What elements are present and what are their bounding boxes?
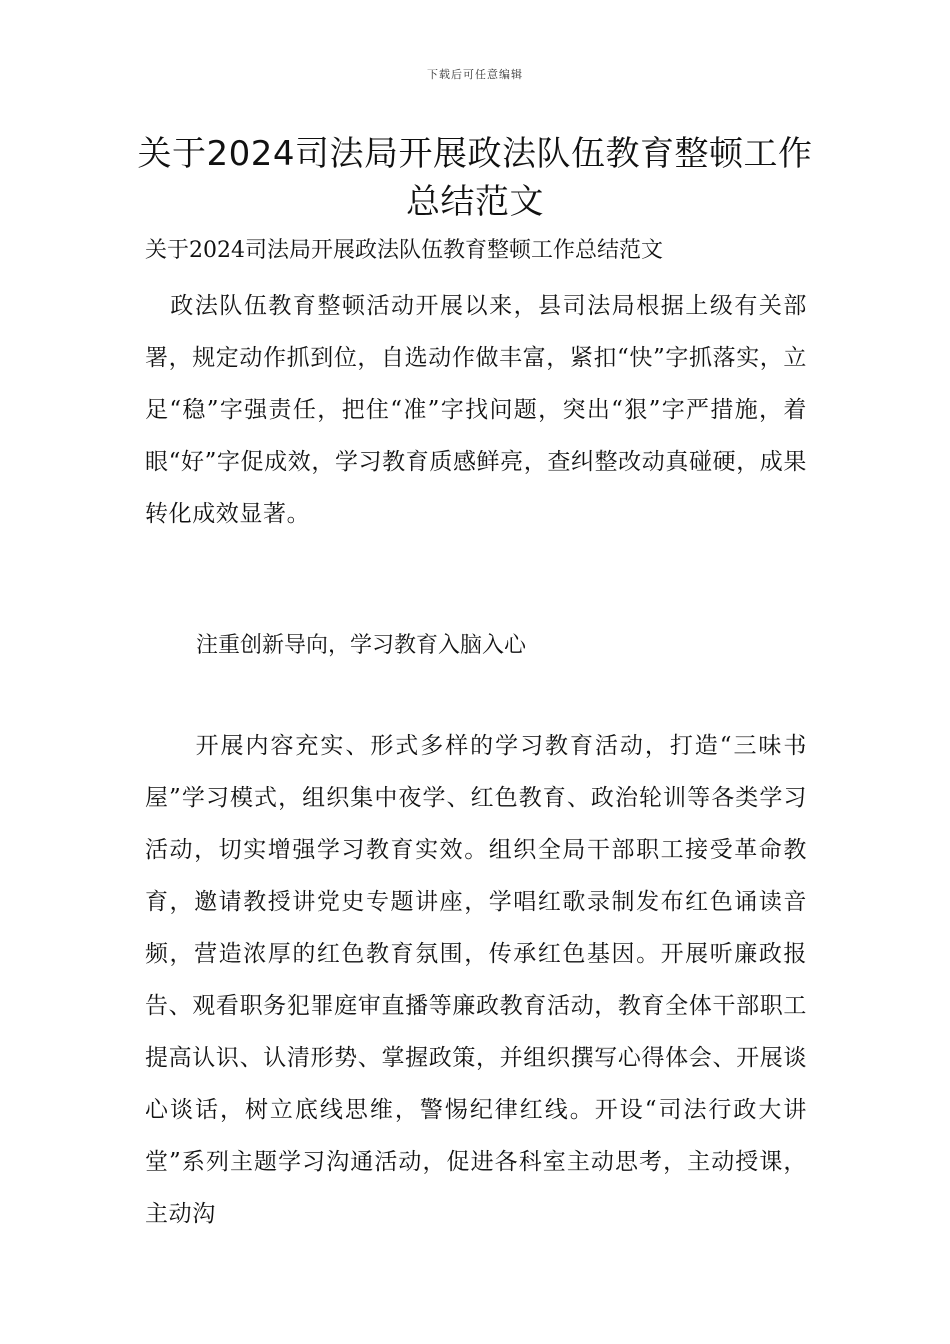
intro-paragraph: 政法队伍教育整顿活动开展以来，县司法局根据上级有关部署，规定动作抓到位，自选动作做丰富，紧扣“快”字抓落实，立足“稳”字强责任，把住“准”字找问题，突出“狠”字严措施，着眼“好”字促成效，学习教育质感鲜亮，查纠整改动真碰硬，成果转化成效显著。	[145, 293, 807, 527]
section-heading: 注重创新导向，学习教育入脑入心	[196, 633, 527, 658]
document-title: 关于2024司法局开展政法队伍教育整顿工作总结范文	[137, 134, 813, 222]
body-paragraph: 开展内容充实、形式多样的学习教育活动，打造“三味书屋”学习模式，组织集中夜学、红色教育、政治轮训等各类学习活动，切实增强学习教育实效。组织全局干部职工接受革命教育，邀请教授讲党史专题讲座，学唱红歌录制发布红色诵读音频，营造浓厚的红色教育氛围，传承红色基因。开展听廉政报告、观看职务犯罪庭审直播等廉政教育活动，教育全体干部职工提高认识、认清形势、掌握政策，并组织撰写心得体会、开展谈心谈话，树立底线思维，警惕纪律红线。开设“司法行政大讲堂”系列主题学习沟通活动，促进各科室主动思考，主动授课，主动沟	[145, 733, 807, 1227]
header-note: 下载后可任意编辑	[427, 68, 523, 81]
document-subtitle: 关于2024司法局开展政法队伍教育整顿工作总结范文	[145, 238, 663, 263]
